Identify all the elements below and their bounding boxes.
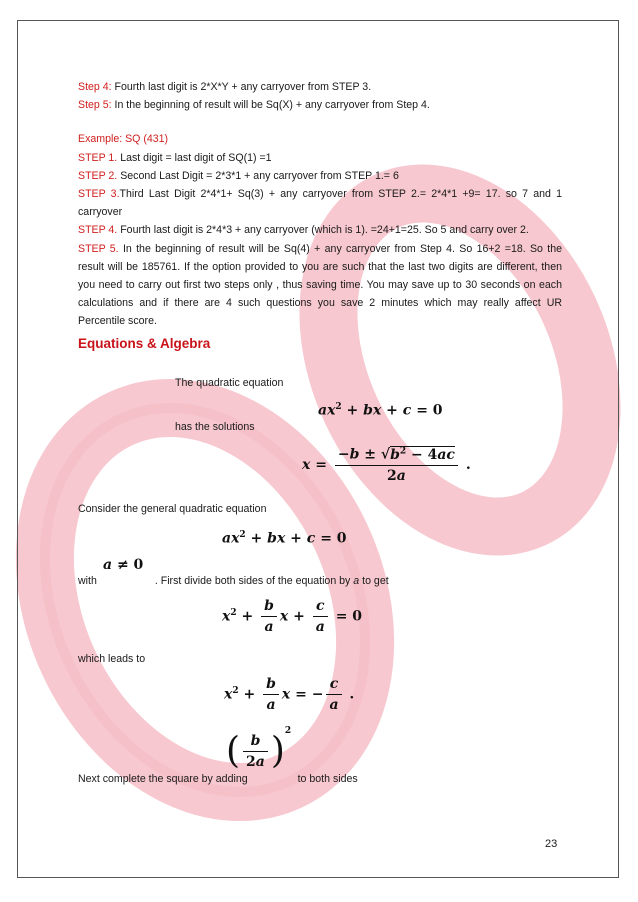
consider-text: Consider the general quadratic equation bbox=[78, 503, 267, 515]
example-step-3 bbox=[78, 185, 562, 221]
step-text: Fourth last digit is 2*X*Y + any carryover from STEP 3. bbox=[111, 81, 372, 93]
step-label: Step 4: bbox=[78, 81, 112, 93]
step4-line bbox=[78, 78, 562, 96]
divide-end: to get bbox=[359, 575, 389, 587]
equation-general-2: $ax^2$ + bx + c = 0 bbox=[222, 530, 347, 547]
quadratic-formula: x = $\frac{-b \pm √b^2 - 4ac}{2a}$ . bbox=[302, 446, 471, 484]
example-step-1 bbox=[78, 149, 562, 167]
step5-line bbox=[78, 96, 562, 114]
example-title: Example: SQ (431) bbox=[78, 133, 169, 146]
page-number: 23 bbox=[545, 838, 558, 850]
step-label: STEP 3. bbox=[78, 188, 120, 201]
step-text: Fourth last digit is 2*4*3 + any carryover (which is 1). =24+1=25. So 5 and carry over 2. bbox=[117, 224, 529, 237]
step-label: Step 5: bbox=[78, 99, 112, 112]
example-step-5 bbox=[78, 240, 562, 331]
has-solutions: has the solutions bbox=[175, 421, 255, 433]
equation-divided: $x^2$ + $\frac{b}{a}$ x + $\frac{c}{a}$ = 0 bbox=[222, 598, 363, 635]
with-line bbox=[78, 574, 389, 588]
step-label: STEP 1. bbox=[78, 151, 118, 164]
leads-to: which leads to bbox=[78, 653, 146, 665]
main-text bbox=[78, 78, 562, 331]
complete-square-text bbox=[78, 772, 358, 786]
quadratic-intro: The quadratic equation bbox=[175, 377, 284, 389]
step-text: In the beginning of result will be Sq(4) + any carryover from Step 4. So 16+2 =18. So the result will be 185761. If the option provided to you are such that the last two digits are different, then you need to carry out first two steps only , thus saving time. You may save up to 30 seconds on each calculations and if there are 4 such questions you save 2 minutes which may really affect UR Percentile score. bbox=[78, 242, 562, 328]
with-word: with bbox=[78, 575, 97, 587]
step-text: Third Last Digit 2*4*1+ Sq(3) + any carryover from STEP 2.= 2*4*1 +9= 17. so 7 and 1 carryover bbox=[78, 188, 562, 219]
step-label: STEP 5. bbox=[78, 242, 119, 255]
a-not-zero: a ≠ 0 bbox=[103, 557, 144, 573]
step-text: Second Last Digit = 2*3*1 + any carryover from STEP 1.= 6 bbox=[117, 169, 399, 182]
divide-text: . First divide both sides of the equation by bbox=[154, 575, 354, 587]
both-sides-text: to both sides bbox=[297, 773, 358, 785]
example-step-2 bbox=[78, 167, 562, 185]
step-text: Last digit = last digit of SQ(1) =1 bbox=[117, 151, 272, 164]
divide-var: a bbox=[353, 575, 360, 587]
step-label: STEP 2. bbox=[78, 169, 118, 182]
complete-text: Next complete the square by adding bbox=[78, 773, 248, 785]
step-label: STEP 4. bbox=[78, 224, 118, 237]
step-text: In the beginning of result will be Sq(X) + any carryover from Step 4. bbox=[111, 99, 430, 112]
complete-square-term: ( $\frac{b}{2a}$ )$^2$ bbox=[226, 726, 292, 772]
section-title: Equations & Algebra bbox=[78, 336, 211, 351]
equation-rearranged: $x^2$ + $\frac{b}{a}$ x = − $\frac{c}{a}$ . bbox=[224, 676, 355, 713]
equation-general: $ax^2$ + bx + c = 0 bbox=[318, 402, 443, 419]
example-step-4 bbox=[78, 221, 562, 239]
